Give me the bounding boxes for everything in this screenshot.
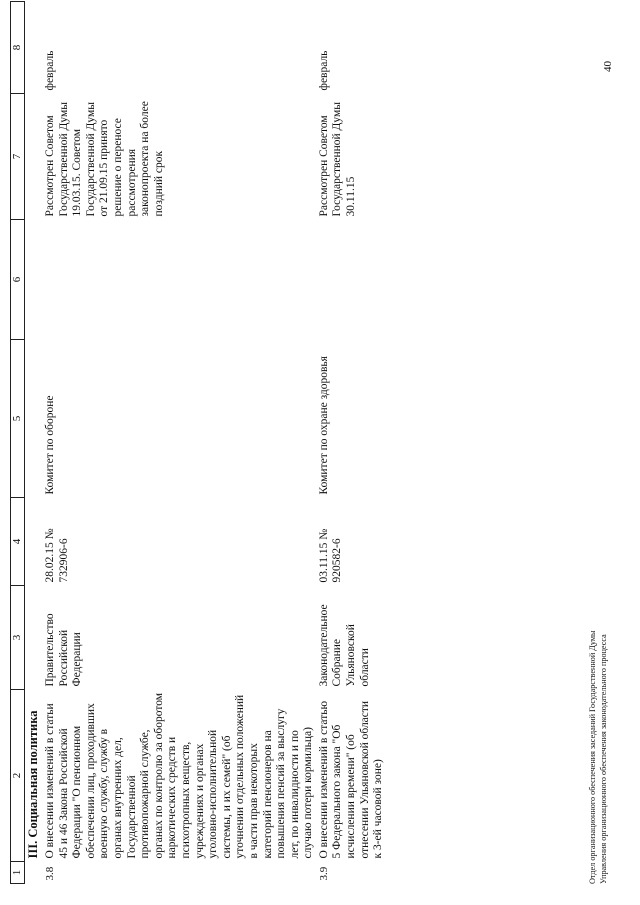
- column-6-cell: [316, 220, 386, 340]
- page-number: 40: [602, 61, 614, 72]
- header-cell: 4: [11, 498, 25, 586]
- planned-month: февраль: [317, 50, 330, 91]
- section-row: [25, 2, 43, 884]
- column-number-header: [11, 2, 25, 884]
- responsible-committee: Комитет по обороне: [44, 395, 56, 495]
- header-cell: 6: [11, 220, 25, 340]
- header-cell: 5: [11, 340, 25, 498]
- section-title: III. Социальная политика: [26, 710, 40, 859]
- row-number: 3.9: [317, 866, 330, 881]
- column-6-cell: [42, 220, 316, 340]
- header-cell: 3: [11, 586, 25, 690]
- footer-directorate: Управления организационного обеспечения законодательного процесса: [598, 634, 608, 884]
- header-cell: 7: [11, 94, 25, 220]
- legislation-table: [10, 1, 386, 884]
- bill-status: Рассмотрен Советом Государственной Думы 19.03.15. Советом Государственной Думы от 21.09.15 принято решение о переносе рассмотрения законопроекта на более поздний срок: [44, 101, 165, 217]
- page-footer: [588, 630, 609, 884]
- bill-title: О внесении изменений в статью 5 Федерального закона "Об исчислении времени" (об отнесении Ульяновской области к 3-ей часовой зоне): [317, 700, 385, 859]
- bill-author: Законодательное Собрание Ульяновской области: [317, 604, 371, 687]
- header-cell: 2: [11, 690, 25, 862]
- bill-status: Рассмотрен Советом Государственной Думы 30.11.15: [317, 102, 358, 217]
- planned-month: февраль: [44, 50, 56, 91]
- bill-registration: 28.02.15 № 732906-6: [44, 528, 70, 583]
- table-row: [316, 2, 386, 884]
- header-cell: 8: [11, 2, 25, 94]
- bill-registration: 03.11.15 № 920582-6: [317, 528, 344, 583]
- bill-author: Правительство Российской Федерации: [44, 613, 84, 687]
- responsible-committee: Комитет по охране здоровья: [317, 356, 330, 495]
- table-row: [42, 2, 316, 884]
- bill-title: О внесении изменений в статьи 45 и 46 Закона Российской Федерации "О пенсионном обеспечении лиц, проходивших военную службу, службу в органах внутренних дел, Государственной противопожарной службе, органах по контролю за оборотом наркотических средств и психотропных веществ, учреждениях и органах уголовно-исполнительной системы, и их семей" (об уточнении отдельных положений в части прав некоторых категорий пенсионеров на повышения пенсий за выслугу лет, по инвалидности и по случаю потери кормильца): [44, 692, 315, 859]
- footer-department: Отдел организационного обеспечения заседаний Государственной Думы: [588, 630, 597, 884]
- row-number: 3.8: [44, 866, 56, 881]
- header-cell: 1: [11, 862, 25, 884]
